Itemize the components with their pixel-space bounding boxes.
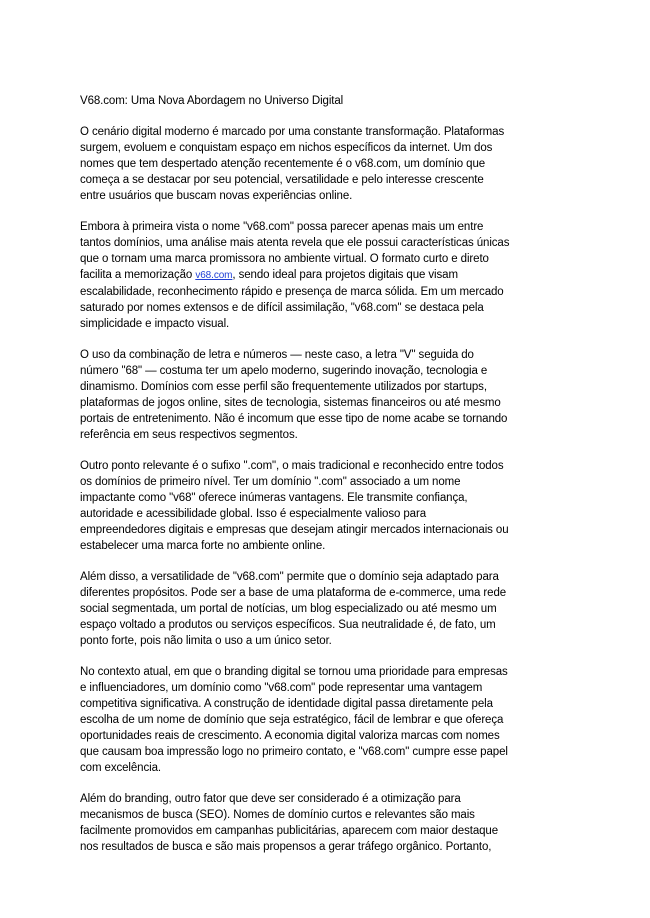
paragraph-line: O uso da combinação de letra e números — neste caso, a letra "V" seguida do <box>80 349 474 361</box>
paragraph-line: que causam boa impressão logo no primeiro contato, e "v68.com" cumpre esse papel <box>80 746 508 758</box>
paragraph-line: diferentes propósitos. Pode ser a base de uma plataforma de e-commerce, uma rede <box>80 587 507 599</box>
paragraph-5 <box>80 569 575 649</box>
paragraph-line: nos resultados de busca e são mais propensos a gerar tráfego orgânico. Portanto, <box>80 841 492 853</box>
link-line-before: facilita a memorização <box>80 269 196 281</box>
paragraph-line: que o tornam uma marca promissora no ambiente virtual. O formato curto e direto <box>80 253 489 265</box>
paragraph-line: plataformas de jogos online, sites de tecnologia, sistemas financeiros ou até mesmo <box>80 397 501 409</box>
paragraph-line: com excelência. <box>80 762 161 774</box>
paragraph-line: surgem, evoluem e conquistam espaço em nichos específicos da internet. Um dos <box>80 142 493 154</box>
paragraph-2 <box>80 219 575 332</box>
paragraph-line: entre usuários que buscam novas experiências online. <box>80 190 353 202</box>
v68-link[interactable]: v68.com <box>195 270 233 281</box>
paragraph-line: espaço voltado a produtos ou serviços específicos. Sua neutralidade é, de fato, um <box>80 619 496 631</box>
paragraph-6 <box>80 664 575 776</box>
paragraph-line: Além disso, a versatilidade de "v68.com" permite que o domínio seja adaptado para <box>80 571 499 583</box>
paragraph-4 <box>80 458 575 554</box>
paragraph-line: Além do branding, outro fator que deve ser considerado é a otimização para <box>80 793 461 805</box>
paragraph-line: O cenário digital moderno é marcado por uma constante transformação. Plataformas <box>80 126 505 138</box>
paragraph-line: facilmente promovidos em campanhas publicitárias, aparecem com maior destaque <box>80 825 499 837</box>
paragraph-line: estabelecer uma marca forte no ambiente online. <box>80 540 326 552</box>
paragraph-line: ponto forte, pois não limita o uso a um único setor. <box>80 635 332 647</box>
paragraph-line: competitiva significativa. A construção de identidade digital passa diretamente pela <box>80 698 493 710</box>
paragraph-line: número "68" — costuma ter um apelo moderno, sugerindo inovação, tecnologia e <box>80 365 488 377</box>
paragraph-line: tantos domínios, uma análise mais atenta revela que ele possui características únicas <box>80 237 510 249</box>
paragraph-line: portais de entretenimento. Não é incomum que esse tipo de nome acabe se tornando <box>80 413 508 425</box>
paragraph-line: Embora à primeira vista o nome "v68.com" possa parecer apenas mais um entre <box>80 221 484 233</box>
paragraph-line: simplicidade e impacto visual. <box>80 318 230 330</box>
paragraph-line: oportunidades reais de crescimento. A economia digital valoriza marcas com nomes <box>80 730 500 742</box>
paragraph-3 <box>80 347 575 443</box>
paragraph-line: nomes que tem despertado atenção recentemente é o v68.com, um domínio que <box>80 158 486 170</box>
paragraph-1 <box>80 124 575 204</box>
paragraph-line: dinamismo. Domínios com esse perfil são frequentemente utilizados por startups, <box>80 381 487 393</box>
paragraph-line: autoridade e acessibilidade global. Isso é especialmente valioso para <box>80 508 426 520</box>
paragraph-line: empreendedores digitais e empresas que desejam atingir mercados internacionais ou <box>80 524 509 536</box>
paragraph-line: mecanismos de busca (SEO). Nomes de domínio curtos e relevantes são mais <box>80 809 475 821</box>
document-title: V68.com: Uma Nova Abordagem no Universo Digital <box>80 95 344 107</box>
paragraph-line: e influenciadores, um domínio como "v68.com" pode representar uma vantagem <box>80 682 483 694</box>
paragraph-line: escolha de um nome de domínio que seja estratégico, fácil de lembrar e que ofereça <box>80 714 504 726</box>
document-page <box>80 93 575 870</box>
paragraph-line: os domínios de primeiro nível. Ter um domínio ".com" associado a um nome <box>80 476 461 488</box>
paragraph-line: escalabilidade, reconhecimento rápido e presença de marca sólida. Em um mercado <box>80 286 504 298</box>
paragraph-line: referência em seus respectivos segmentos. <box>80 429 298 441</box>
paragraph-line: social segmentada, um portal de notícias, um blog especializado ou até mesmo um <box>80 603 497 615</box>
paragraph-line: começa a se destacar por seu potencial, versatilidade e pelo interesse crescente <box>80 174 484 186</box>
paragraph-line-with-link <box>80 267 575 284</box>
paragraph-line: saturado por nomes extensos e de difícil assimilação, "v68.com" se destaca pela <box>80 302 484 314</box>
paragraph-line: impactante como "v68" oferece inúmeras vantagens. Ele transmite confiança, <box>80 492 468 504</box>
paragraph-7 <box>80 791 575 855</box>
paragraph-line: Outro ponto relevante é o sufixo ".com", o mais tradicional e reconhecido entre todos <box>80 460 504 472</box>
link-line-after: , sendo ideal para projetos digitais que visam <box>232 269 458 281</box>
paragraph-line: No contexto atual, em que o branding digital se tornou uma prioridade para empresas <box>80 666 508 678</box>
